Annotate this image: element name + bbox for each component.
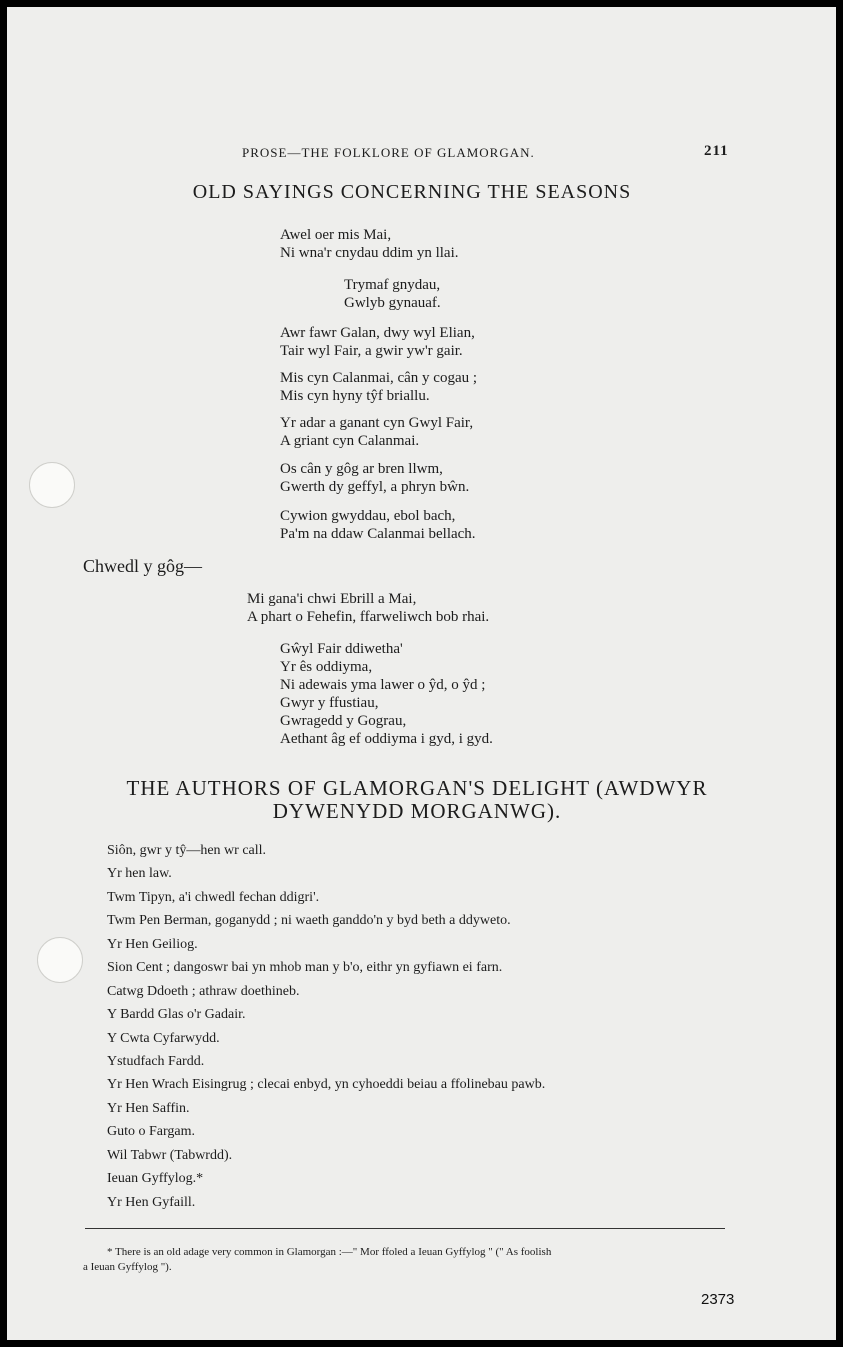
punch-hole (37, 937, 83, 983)
list-item: Yr Hen Gyfaill. (107, 1194, 196, 1210)
title-line: THE AUTHORS OF GLAMORGAN'S DELIGHT (AWDWYR (126, 776, 708, 800)
verse (344, 276, 441, 312)
section-title-old-sayings: OLD SAYINGS CONCERNING THE SEASONS (192, 181, 632, 203)
verse-line: Ni wna'r cnydau ddim yn llai. (280, 245, 459, 261)
list-item: Y Cwta Cyfarwydd. (107, 1030, 220, 1046)
verse-line: Gwlyb gynauaf. (344, 295, 441, 311)
section-title-authors (97, 777, 737, 823)
verse-line: Mi gana'i chwi Ebrill a Mai, (247, 591, 417, 607)
running-title: PROSE—THE FOLKLORE OF GLAMORGAN. (242, 145, 535, 160)
list-item: Twm Tipyn, a'i chwedl fechan ddigri'. (107, 889, 320, 905)
verse-line: Tair wyl Fair, a gwir yw'r gair. (280, 343, 463, 359)
verse-line: Yr ês oddiyma, (280, 659, 373, 675)
title-line: DYWENYDD MORGANWG). (272, 799, 562, 823)
verse-line: Gwyr y ffustiau, (280, 695, 379, 711)
verse (280, 369, 477, 405)
verse-line: Mis cyn Calanmai, cân y cogau ; (280, 370, 478, 386)
list-item: Y Bardd Glas o'r Gadair. (107, 1007, 246, 1023)
list-item: Twm Pen Berman, goganydd ; ni waeth ganddo'n y byd beth a ddyweto. (107, 913, 511, 929)
verse-line: Pa'm na ddaw Calanmai bellach. (280, 526, 476, 542)
list-item: Yr Hen Saffin. (107, 1100, 190, 1116)
list-item: Siôn, gwr y tŷ—hen wr call. (107, 843, 267, 858)
verse-line: Os cân y gôg ar bren llwm, (280, 461, 443, 477)
authors-list (107, 839, 545, 1214)
page-number: 211 (704, 143, 729, 159)
scanned-page (7, 7, 836, 1340)
footnote-line: a Ieuan Gyffylog "). (83, 1261, 172, 1273)
list-item: Sion Cent ; dangoswr bai yn mhob man y b'o, eithr yn gyfiawn ei farn. (107, 960, 503, 976)
verse (280, 324, 475, 360)
verse-line: Gwragedd y Gograu, (280, 713, 407, 729)
verse-line: Awr fawr Galan, dwy wyl Elian, (280, 325, 475, 341)
verse-line: Gŵyl Fair ddiwetha' (280, 641, 403, 657)
list-item: Guto o Fargam. (107, 1124, 196, 1140)
footnote (83, 1245, 743, 1275)
verse-line: Trymaf gnydau, (344, 277, 441, 293)
verse-line: A phart o Fehefin, ffarweliwch bob rhai. (247, 609, 490, 625)
list-item: Yr hen law. (107, 866, 172, 882)
verse (280, 460, 469, 496)
list-item: Ieuan Gyffylog.* (107, 1171, 204, 1187)
verse (280, 507, 476, 543)
page-stamp: 2373 (701, 1291, 735, 1308)
verse (280, 226, 459, 262)
verse-line: Ni adewais yma lawer o ŷd, o ŷd ; (280, 677, 486, 693)
verse-line: Mis cyn hyny tŷf briallu. (280, 388, 430, 404)
song (247, 590, 489, 626)
verse-line: Yr adar a ganant cyn Gwyl Fair, (280, 415, 474, 431)
chwedl-label: Chwedl y gôg— (83, 556, 202, 576)
verse-line: Aethant âg ef oddiyma i gyd, i gyd. (280, 731, 493, 747)
verse-line: Awel oer mis Mai, (280, 227, 392, 243)
list-item: Yr Hen Geiliog. (107, 936, 198, 952)
verse-line: A griant cyn Calanmai. (280, 433, 420, 449)
song-inner (280, 640, 493, 748)
list-item: Ystudfach Fardd. (107, 1053, 205, 1069)
verse (280, 414, 473, 450)
list-item: Wil Tabwr (Tabwrdd). (107, 1147, 233, 1163)
footnote-rule (85, 1228, 725, 1229)
verse-line: Cywion gwyddau, ebol bach, (280, 508, 456, 524)
punch-hole (29, 462, 75, 508)
verse-line: Gwerth dy geffyl, a phryn bŵn. (280, 479, 470, 495)
footnote-line: * There is an old adage very common in Glamorgan :—" Mor ffoled a Ieuan Gyffylog " (" As foolish (107, 1246, 552, 1258)
list-item: Yr Hen Wrach Eisingrug ; clecai enbyd, yn cyhoeddi beiau a ffolinebau pawb. (107, 1077, 546, 1093)
list-item: Catwg Ddoeth ; athraw doethineb. (107, 983, 300, 999)
